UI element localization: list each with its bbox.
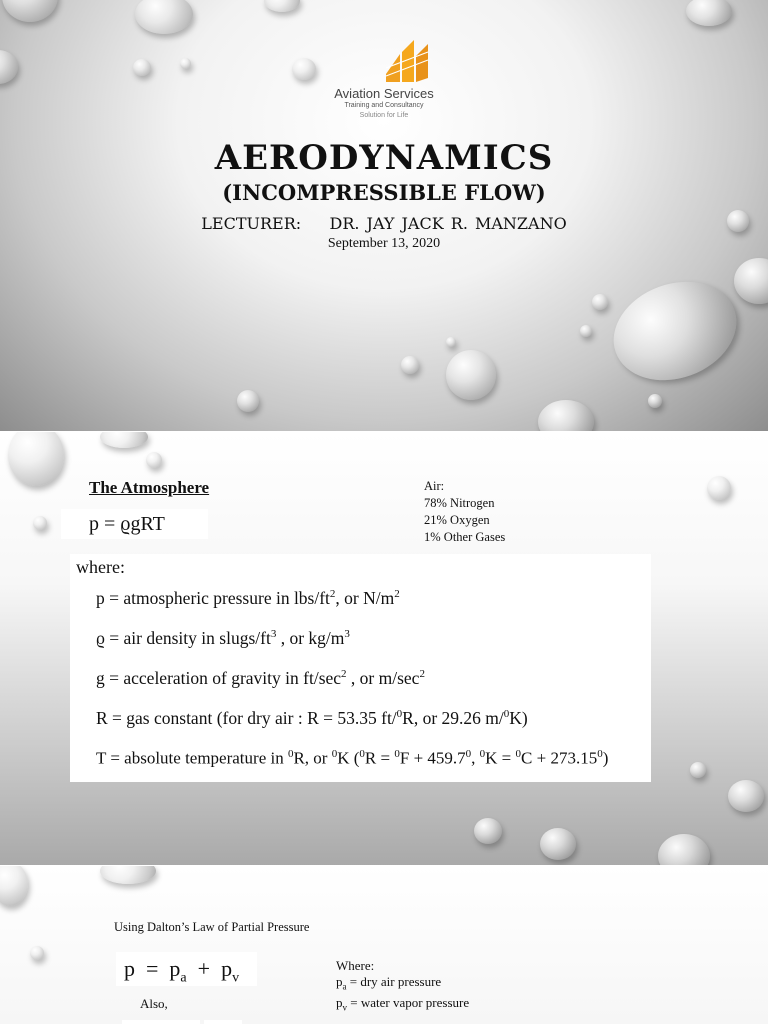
lecturer-line [0, 214, 768, 233]
water-drop [600, 265, 751, 396]
water-drop [734, 258, 768, 304]
logo-motto: Solution for Life [359, 112, 409, 119]
air-item-other: 1% Other Gases [424, 530, 506, 544]
water-drop [446, 337, 456, 347]
water-drop [180, 58, 191, 69]
equation-box-edge [122, 1020, 200, 1024]
definition-pressure: p = atmospheric pressure in lbs/$ft^2$, or $N/m^2$ [96, 588, 400, 608]
definition-density: ϱ = air density in slugs/$ft^3$ , or $kg/m^3$ [96, 628, 350, 648]
definition-water-vapor: $p_v$ = water vapor pressure [336, 994, 470, 1013]
ideal-gas-equation: p = ϱgRT [61, 509, 208, 539]
water-drop [538, 400, 594, 432]
definition-gas-constant: R = gas constant (for dry air : R = 53.35 ft/$^0$R, or 29.26 m/$^0$K) [96, 708, 528, 728]
air-item-oxygen: 21% Oxygen [424, 513, 490, 527]
water-drop [100, 866, 156, 884]
water-drop [30, 946, 44, 960]
slide-title: AERODYNAMICS [214, 138, 554, 178]
where-label: where: [76, 557, 125, 577]
logo-tagline: Training and Consultancy [344, 102, 424, 109]
water-drop [686, 0, 732, 26]
dalton-equation: $p = p_a + p_v$ [116, 952, 257, 986]
water-drop [648, 394, 662, 408]
slide-subtitle: (INCOMPRESSIBLE FLOW) [222, 180, 546, 205]
water-drop [33, 516, 47, 530]
water-drop [292, 58, 316, 80]
water-drop [2, 0, 58, 22]
dalton-slide [0, 866, 768, 1024]
water-drop [264, 0, 300, 12]
title-slide [0, 0, 768, 432]
water-drop [690, 762, 706, 778]
atmosphere-heading: The Atmosphere [89, 478, 210, 497]
air-item-nitrogen: 78% Nitrogen [424, 496, 495, 510]
dalton-heading: Using Dalton’s Law of Partial Pressure [114, 920, 310, 934]
water-drop [446, 350, 496, 400]
water-drop [401, 356, 419, 374]
water-drop [0, 866, 28, 906]
air-composition [424, 478, 505, 546]
water-drop [592, 294, 608, 310]
water-drop [580, 325, 592, 337]
also-label: Also, [140, 996, 168, 1011]
atmosphere-slide [0, 432, 768, 866]
definition-dry-air: $p_a$ = dry air pressure [336, 974, 442, 992]
water-drop [8, 432, 64, 486]
water-drop [540, 828, 576, 860]
variable-definitions [70, 554, 651, 782]
lecturer-label: LECTURER: [201, 214, 302, 233]
where-label: Where: [336, 958, 375, 973]
definition-temperature: T = absolute temperature in $^0$R, or $^0$K ($^0R = ^0F + 459.7^0$, $^0K = ^0C + 273.15^0$) [96, 748, 609, 768]
water-drop [146, 452, 162, 468]
water-drop [474, 818, 502, 844]
water-drop [133, 59, 151, 76]
air-heading: Air: [424, 479, 445, 493]
definition-gravity: g = acceleration of gravity in $ft/\sec^2$ , or $m/\sec^2$ [96, 668, 425, 688]
equation-box-edge [204, 1020, 242, 1024]
water-drop [658, 834, 710, 866]
water-drop [100, 432, 148, 448]
water-drop [237, 390, 259, 412]
water-drop [728, 780, 764, 812]
partial-pressure-definitions [336, 958, 469, 1015]
water-drop [135, 0, 193, 34]
water-drop [0, 50, 18, 84]
logo-title: Aviation Services [334, 86, 434, 101]
aviation-services-logo [380, 38, 432, 88]
water-drop [707, 476, 731, 500]
lecturer-name: DR. JAY JACK R. MANZANO [329, 214, 567, 233]
lecture-date: September 13, 2020 [327, 236, 441, 251]
